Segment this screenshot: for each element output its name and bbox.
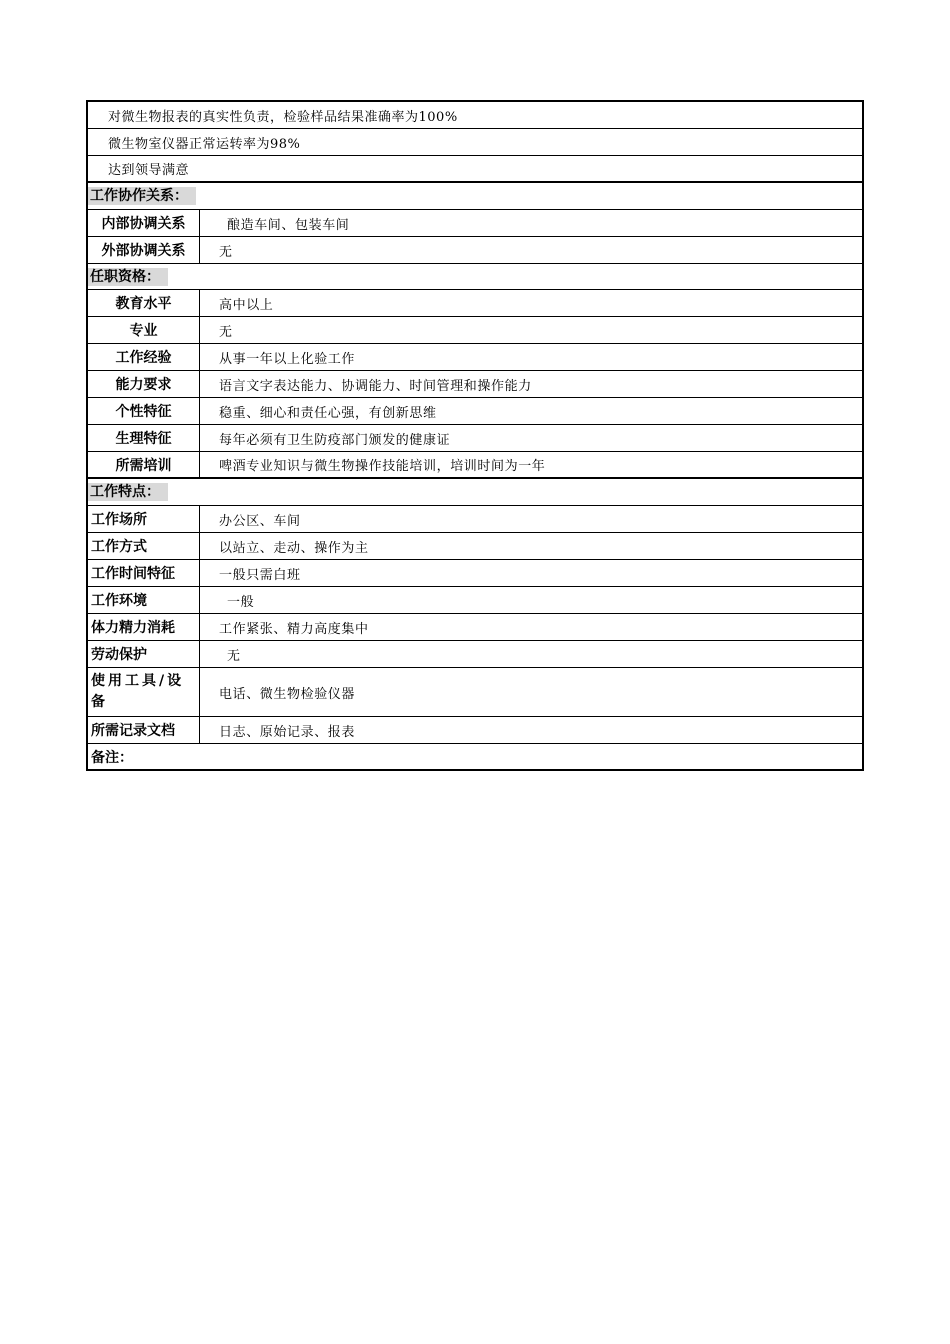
field-value: 一般只需白班 xyxy=(219,567,301,583)
feature-row xyxy=(88,587,862,614)
feature-row xyxy=(88,614,862,641)
field-label: 外部协调关系 xyxy=(88,237,200,263)
section-header-qualifications xyxy=(88,264,862,290)
field-value: 啤酒专业知识与微生物操作技能培训，培训时间为一年 xyxy=(219,459,546,474)
field-value: 一般 xyxy=(227,594,255,610)
feature-row xyxy=(88,641,862,668)
field-label: 工作时间特征 xyxy=(88,560,200,586)
field-label-line: 备 xyxy=(91,694,108,710)
relation-row-external xyxy=(88,237,862,264)
field-value: 每年必须有卫生防疫部门颁发的健康证 xyxy=(219,432,451,448)
section-title: 工作特点： xyxy=(88,483,168,501)
duty-row xyxy=(88,102,862,129)
field-label: 生理特征 xyxy=(88,425,200,451)
field-value: 无 xyxy=(219,244,233,260)
feature-row xyxy=(88,506,862,533)
remarks-row xyxy=(88,744,862,769)
qualification-row xyxy=(88,317,862,344)
qualification-row xyxy=(88,344,862,371)
field-value: 无 xyxy=(227,648,241,664)
field-label: 内部协调关系 xyxy=(88,210,200,236)
field-label: 教育水平 xyxy=(88,290,200,316)
field-label: 工作环境 xyxy=(88,587,200,613)
duty-row xyxy=(88,129,862,156)
field-label: 劳动保护 xyxy=(88,641,200,667)
feature-row xyxy=(88,560,862,587)
duty-text: 达到领导满意 xyxy=(108,163,190,178)
field-label: 所需培训 xyxy=(88,452,200,477)
field-label: 工作场所 xyxy=(88,506,200,532)
field-value: 电话、微生物检验仪器 xyxy=(219,686,356,702)
field-label: 体力精力消耗 xyxy=(88,614,200,640)
field-value: 酿造车间、包装车间 xyxy=(227,217,350,233)
duty-text: 微生物室仪器正常运转率为98% xyxy=(108,136,301,152)
section-header-relations xyxy=(88,183,862,210)
qualification-row xyxy=(88,371,862,398)
section-header-features xyxy=(88,479,862,506)
field-value: 稳重、细心和责任心强，有创新思维 xyxy=(219,405,437,421)
job-description-table xyxy=(86,100,864,771)
duty-text: 对微生物报表的真实性负责，检验样品结果准确率为100% xyxy=(108,109,458,125)
field-value: 工作紧张、精力高度集中 xyxy=(219,621,369,637)
section-title: 工作协作关系： xyxy=(88,187,196,205)
field-value: 语言文字表达能力、协调能力、时间管理和操作能力 xyxy=(219,378,532,394)
field-label: 能力要求 xyxy=(88,371,200,397)
qualification-row xyxy=(88,398,862,425)
field-label: 专业 xyxy=(88,317,200,343)
field-value: 办公区、车间 xyxy=(219,513,301,529)
qualification-row xyxy=(88,290,862,317)
feature-row xyxy=(88,668,862,717)
qualification-row xyxy=(88,452,862,479)
field-label-line: 使用工具/设 xyxy=(91,673,185,689)
remarks-label: 备注： xyxy=(91,749,133,766)
field-label: 工作方式 xyxy=(88,533,200,559)
field-value: 高中以上 xyxy=(219,297,274,313)
field-label: 个性特征 xyxy=(88,398,200,424)
field-value: 无 xyxy=(219,324,233,340)
field-value: 从事一年以上化验工作 xyxy=(219,351,356,367)
feature-row xyxy=(88,533,862,560)
field-label: 所需记录文档 xyxy=(88,717,200,743)
qualification-row xyxy=(88,425,862,452)
field-value: 以站立、走动、操作为主 xyxy=(219,540,369,556)
duty-row xyxy=(88,156,862,183)
section-title: 任职资格： xyxy=(88,268,168,286)
relation-row-internal xyxy=(88,210,862,237)
field-label: 工作经验 xyxy=(88,344,200,370)
field-label xyxy=(88,668,200,716)
feature-row xyxy=(88,717,862,744)
field-value: 日志、原始记录、报表 xyxy=(219,724,356,740)
